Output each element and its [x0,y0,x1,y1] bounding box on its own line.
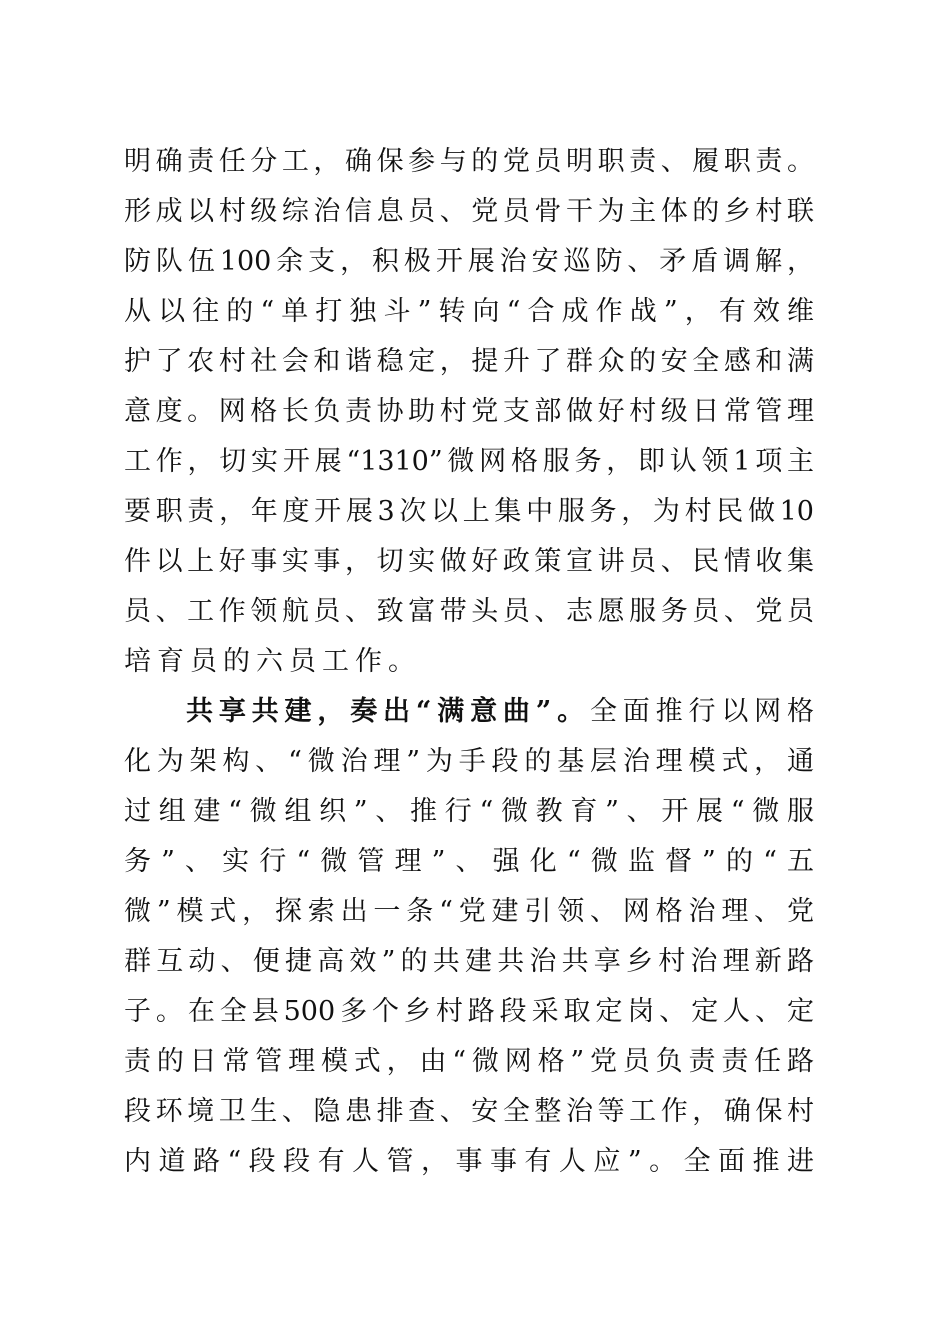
paragraph-line: 防队伍100余支，积极开展治安巡防、矛盾调解， [124,246,814,277]
paragraph-line: 形成以村级综治信息员、党员骨干为主体的乡村联 [124,196,814,227]
paragraph-line: 员、工作领航员、致富带头员、志愿服务员、党员 [124,596,814,627]
paragraph-line: 过组建“微组织”、推行“微教育”、开展“微服 [124,796,814,827]
paragraph-line: 培育员的六员工作。 [124,646,421,677]
paragraph-line: 意度。网格长负责协助村党支部做好村级日常管理 [124,396,814,427]
section-heading: 共享共建，奏出“满意曲”。 [186,696,590,727]
paragraph-line: 工作，切实开展“1310”微网格服务，即认领1项主 [124,446,814,477]
section-first-line [186,687,814,737]
paragraph-line: 化为架构、“微治理”为手段的基层治理模式，通 [124,746,814,777]
paragraph-line: 务”、实行“微管理”、强化“微监督”的“五 [124,846,814,877]
paragraph-line: 护了农村社会和谐稳定，提升了群众的安全感和满 [124,346,814,377]
paragraph-line: 责的日常管理模式，由“微网格”党员负责责任路 [124,1046,814,1077]
paragraph-line: 明确责任分工，确保参与的党员明职责、履职责。 [124,146,814,177]
paragraph-line: 段环境卫生、隐患排查、安全整治等工作，确保村 [124,1096,814,1127]
paragraph-line: 要职责，年度开展3次以上集中服务，为村民做10 [124,496,814,527]
paragraph-line: 件以上好事实事，切实做好政策宣讲员、民情收集 [124,546,814,577]
paragraph-line: 子。在全县500多个乡村路段采取定岗、定人、定 [124,996,814,1027]
paragraph-line: 群互动、便捷高效”的共建共治共享乡村治理新路 [124,946,814,977]
paragraph-line: 内道路“段段有人管，事事有人应”。全面推进 [124,1146,814,1177]
paragraph-line: 从以往的“单打独斗”转向“合成作战”，有效维 [124,296,814,327]
section-heading-continuation: 全面推行以网格 [589,696,815,727]
paragraph-line: 微”模式，探索出一条“党建引领、网格治理、党 [124,896,814,927]
